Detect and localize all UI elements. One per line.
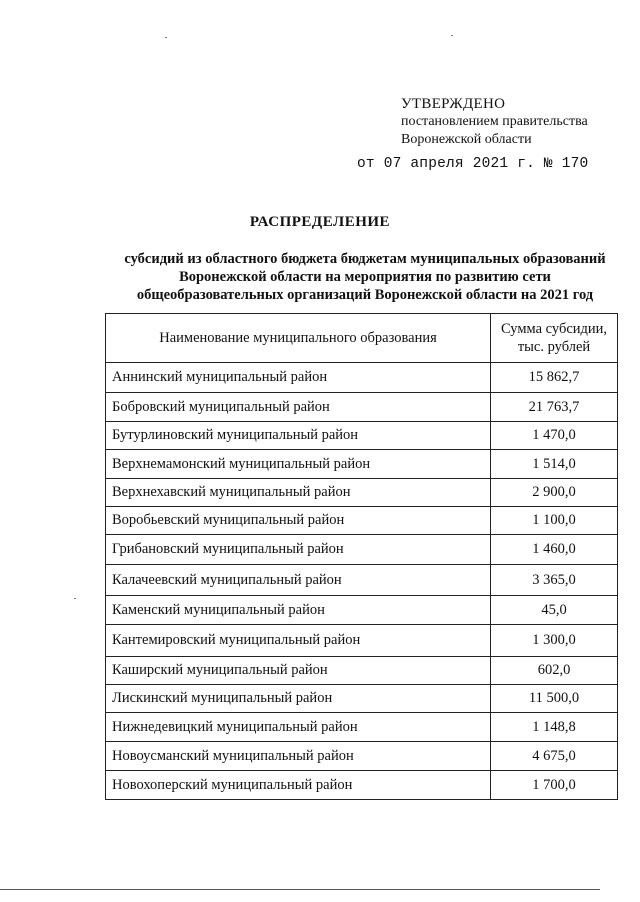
table-header-row: [106, 314, 618, 363]
table-row: [106, 625, 618, 657]
table-row: [106, 422, 618, 450]
table-row: [106, 507, 618, 535]
approval-line-1: постановлением правительства: [401, 114, 588, 129]
approval-line-2: Воронежской области: [401, 132, 532, 147]
cell-municipality: Лискинский муниципальный район: [106, 685, 491, 713]
table-row: [106, 771, 618, 800]
cell-amount: 1 460,0: [491, 535, 618, 565]
cell-amount: 1 470,0: [491, 422, 618, 450]
cell-amount: 602,0: [491, 657, 618, 685]
table-row: [106, 363, 618, 393]
table-row: [106, 713, 618, 742]
cell-municipality: Бобровский муниципальный район: [106, 393, 491, 422]
cell-amount: 21 763,7: [491, 393, 618, 422]
document-title: РАСПРЕДЕЛЕНИЕ: [249, 214, 391, 230]
cell-amount: 1 700,0: [491, 771, 618, 800]
cell-amount: 3 365,0: [491, 565, 618, 596]
header-sum-line-2: тыс. рублей: [517, 339, 591, 355]
cell-municipality: Грибановский муниципальный район: [106, 535, 491, 565]
cell-municipality: Верхнемамонский муниципальный район: [106, 450, 491, 479]
distribution-table: [105, 313, 618, 800]
cell-municipality: Верхнехавский муниципальный район: [106, 479, 491, 507]
scan-speck: [74, 598, 76, 599]
table-row: [106, 742, 618, 771]
document-subtitle: [100, 250, 630, 304]
scan-edge-line: [0, 889, 600, 890]
subtitle-line-1: субсидий из областного бюджета бюджетам муниципальных образований: [124, 251, 606, 267]
cell-municipality: Бутурлиновский муниципальный район: [106, 422, 491, 450]
table-row: [106, 685, 618, 713]
cell-municipality: Каменский муниципальный район: [106, 596, 491, 625]
subtitle-line-3: общеобразовательных организаций Воронежской области на 2021 год: [136, 287, 594, 303]
cell-amount: 1 514,0: [491, 450, 618, 479]
scan-speck: [451, 35, 453, 36]
table-row: [106, 565, 618, 596]
cell-municipality: Новохоперский муниципальный район: [106, 771, 491, 800]
approval-block: [401, 95, 588, 149]
cell-amount: 2 900,0: [491, 479, 618, 507]
header-sum: [491, 314, 618, 363]
cell-municipality: Воробьевский муниципальный район: [106, 507, 491, 535]
cell-amount: 15 862,7: [491, 363, 618, 393]
approval-title: УТВЕРЖДЕНО: [401, 96, 506, 112]
cell-municipality: Нижнедевицкий муниципальный район: [106, 713, 491, 742]
cell-amount: 1 100,0: [491, 507, 618, 535]
cell-municipality: Кантемировский муниципальный район: [106, 625, 491, 657]
subtitle-line-2: Воронежской области на мероприятия по развитию сети: [179, 269, 551, 285]
table-body: [106, 363, 618, 800]
header-sum-line-1: Сумма субсидии,: [500, 321, 608, 337]
cell-amount: 11 500,0: [491, 685, 618, 713]
table-row: [106, 657, 618, 685]
cell-amount: 1 148,8: [491, 713, 618, 742]
table-row: [106, 596, 618, 625]
cell-amount: 45,0: [491, 596, 618, 625]
table-row: [106, 450, 618, 479]
approval-date: от 07 апреля 2021 г. № 170: [357, 156, 589, 172]
cell-municipality: Аннинский муниципальный район: [106, 363, 491, 393]
header-name: Наименование муниципального образования: [106, 314, 491, 363]
table-row: [106, 393, 618, 422]
cell-amount: 1 300,0: [491, 625, 618, 657]
cell-municipality: Каширский муниципальный район: [106, 657, 491, 685]
table-row: [106, 535, 618, 565]
cell-municipality: Калачеевский муниципальный район: [106, 565, 491, 596]
cell-amount: 4 675,0: [491, 742, 618, 771]
table-row: [106, 479, 618, 507]
scan-speck: [165, 37, 167, 38]
cell-municipality: Новоусманский муниципальный район: [106, 742, 491, 771]
